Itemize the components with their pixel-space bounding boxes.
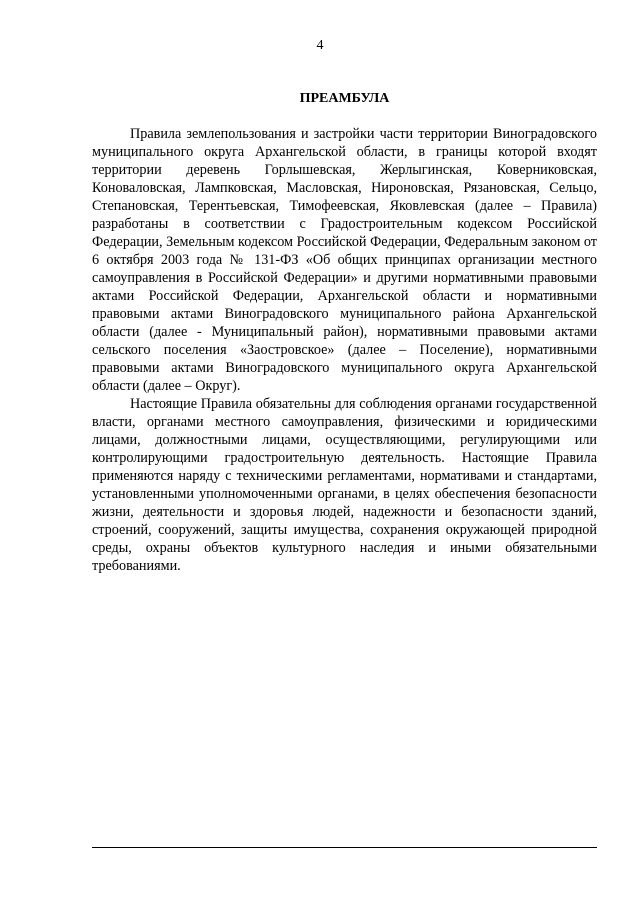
footer-divider — [92, 847, 597, 848]
paragraph-preamble-scope: Правила землепользования и застройки части территории Виноградовского муниципального округа Архангельской области, в границы которой входят территории деревень Горлышевская, Жерлыгинская, Коверниковская, Коноваловская, Лампковская, Масловская, Нироновская, Рязановская, Сельцо, Степановская, Терентьевская, Тимофеевская, Яковлевская (далее – Правила) разработаны в соответствии с Градостроительным кодексом Российской Федерации, Земельным кодексом Российской Федерации, Федеральным законом от 6 октября 2003 года № 131-ФЗ «Об общих принципах организации местного самоуправления в Российской Федерации» и другими нормативными правовыми актами Российской Федерации, Архангельской области и нормативными правовыми актами Виноградовского муниципального района Архангельской области (далее - Муниципальный район), нормативными правовыми актами сельского поселения «Заостровское» (далее – Поселение), нормативными правовыми актами Виноградовского муниципального округа Архангельской области (далее – Округ). — [92, 126, 597, 394]
section-heading: ПРЕАМБУЛА — [299, 91, 390, 106]
document-body — [92, 125, 597, 575]
page-number: 4 — [316, 38, 324, 53]
paragraph-preamble-obligations: Настоящие Правила обязательны для соблюдения органами государственной власти, органами местного самоуправления, физическими и юридическими лицами, должностными лицами, осуществляющими, регулирующими или контролирующими градостроительную деятельность. Настоящие Правила применяются наряду с техническими регламентами, нормативами и стандартами, установленными уполномоченными органами, в целях обеспечения безопасности жизни, деятельности и здоровья людей, надежности и безопасности зданий, строений, сооружений, защиты имущества, сохранения окружающей природной среды, охраны объектов культурного наследия и иными обязательными требованиями. — [92, 396, 597, 574]
